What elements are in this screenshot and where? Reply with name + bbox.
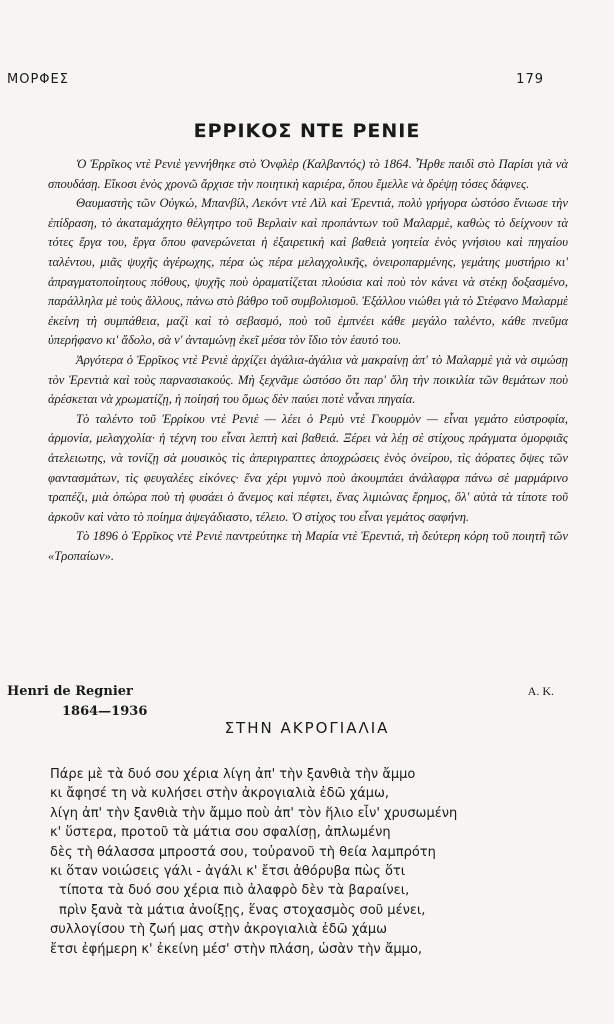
- poem-line: Πάρε μὲ τὰ δυό σου χέρια λίγη ἀπ' τὴν ξανθιὰ τὴν ἄμμο: [50, 767, 416, 782]
- journal-name: ΜΟΡΦΕΣ: [7, 72, 69, 87]
- poem-line: λίγη ἀπ' τὴν ξανθιὰ τὴν ἄμμο ποὺ ἀπ' τὸν ἥλιο εἶν' χρυσωμένη: [50, 805, 458, 821]
- article-paragraph: Ὁ Ἐρρῖκος ντὲ Ρενιὲ γεννήθηκε στὸ Ὀνφλὲρ (Καλβαντός) τὸ 1864. Ἦρθε παιδὶ στὸ Παρίσι γιὰ νὰ σπουδάσῃ. Εἴκοσι ἑνὸς χρονῶ ἄρχισε τὴν ποιητικὴ καριέρα, ὅπου ἔμελλε νὰ δρέψῃ τόσες δάφνες.: [48, 157, 568, 191]
- article-paragraph: Τὸ ταλέντο τοῦ Ἐρρίκου ντὲ Ρενιὲ — λέει ὁ Ρεμὺ ντὲ Γκουρμὸν — εἶναι γεμάτο εὐστροφία, ἁρμονία, μελαγχολία· ἡ τέχνη του εἶναι λεπτὴ καὶ βαθειά. Ξέρει νὰ λέῃ σὲ στίχους πράγματα ὁμορφιᾶς ἀτελειωτης, νὰ τονίζῃ σὰ μουσικὸς τὶς ἀπεριγραπτες ἀποχρώσεις ἑνὸς ὀνείρου, τὶς ἀόρατες ὄψες τῶν φαντασμάτων, τὶς φευγαλέες εἰκόνες· ἕνα χέρι γυμνὸ ποὺ ἀκουμπάει ἀνάλαφρα πάνω σὲ μαρμάρινο τραπέζι, μιὰ ὀπώρα ποὺ τὴ φυσάει ὁ ἄνεμος καὶ πέφτει, ἕνας λιμιώνας ἔρημος, ὅλ' αὐτὰ τὰ τίποτε τοῦ ἀρκοῦν καὶ νὰτο τὸ ποίημα ἀψεγάδιαστο, τέλειο. Ὁ στίχος του εἶναι γεμάτος σαφήνη.: [48, 411, 568, 524]
- article-paragraph: Θαυμαστὴς τῶν Οὐγκώ, Μπανβίλ, Λεκόντ ντὲ Λὶλ καὶ Ἐρεντιά, πολὺ γρήγορα ὡστόσο ἔνιωσε τὴν ἐπίδραση, τὸ ἀκαταμάχητο θέλγητρο τοῦ Βερλαὶν καὶ προπάντων τοῦ Μαλαρμὲ, καθὼς τὸ δείχνουν τὰ τότες ἔργα του, ἔργα ὅπου φανερώνεται ἡ ἐξαιρετικὴ καὶ βαθειὰ γοητεία ἑνὸς γνήσιου καὶ πηγαίου ταλέντου, μιᾶς ψυχῆς ἀγέρωχης, πέρα ὡς πέρα μελαγχολικῆς, ὀνειροπαρμένης, γεμάτης μυστήριο κι' ἀπραγματοποίητους πόθους, ψυχῆς ποὺ ὁραματίζεται πλούσια καὶ ποὺ τὸν κάνει νὰ στέκῃ δοξασμένο, παράλληλα μὲ τοὺς ἄλλους, πάνω στὸ βάθρο τοῦ συμβολισμοῦ. Ἐξάλλου νιώθει γιὰ τὸ Στέφανο Μαλαρμὲ ἐκείνη τὴ συμπάθεια, μαζὶ καὶ τὸ σεβασμό, ποὺ τοῦ ἐμπνέει κάθε μεγάλο ταλέντο, κάθε πνεῦμα ὑπερήφανο κι' ἄδολο, σὰ ν' ἀνταμώνῃ ἐκεῖ μέσα τὸν ἴδιο τὸν ἑαυτό του.: [48, 196, 568, 348]
- article-body: [48, 155, 568, 566]
- author-initials: Α. Κ.: [527, 684, 554, 698]
- running-head: [7, 72, 544, 87]
- poet-name: Henri de Regnier: [7, 684, 133, 699]
- poem-line: τίποτα τὰ δυό σου χέρια πιὸ ἀλαφρὸ δὲν τὰ βαραίνει,: [59, 883, 410, 899]
- poem-line: κι ὅταν νοιώσεις γάλι - ἀγάλι κ' ἔτσι ἀθόρυβα πὼς ὅτι: [50, 864, 406, 880]
- article-paragraph: Ἀργότερα ὁ Ἐρρῖκος ντὲ Ρενιὲ ἀρχίζει ἀγάλια-ἀγάλια νὰ μακραίνῃ ἀπ' τὸ Μαλαρμὲ γιὰ νὰ σιμώσῃ τὸν Ἐρεντιὰ καὶ τοὺς παρνασιακούς. Μὴ ξεχνᾶμε ὡστόσο ὅτι παρ' ὅλη τὴν ποικιλία τῶν θεμάτων ποὺ ἀρέσκεται νὰ χρωματίζῃ, ἡ ποίησή του ὅμως δὲν παύει ποτὲ νἆναι πηγαία.: [48, 352, 568, 407]
- article-paragraph: Τὸ 1896 ὁ Ἐρρῖκος ντὲ Ρενιὲ παντρεύτηκε τὴ Μαρία ντὲ Ἐρεντιά, τὴ δεύτερη κόρη τοῦ ποιητῆ τῶν «Τροπαίων».: [48, 529, 568, 563]
- poem-line: δὲς τὴ θάλασσα μπροστά σου, τοὐρανοῦ τὴ θεία λαμπρότη: [50, 844, 436, 860]
- poet-block: [7, 682, 147, 722]
- poem-line: κι ἄφησέ τη νὰ κυλήσει στὴν ἀκρογιαλιὰ ἐδῶ χάμω,: [50, 786, 390, 802]
- poem-line: συλλογίσου τὴ ζωή μας στὴν ἀκρογιαλιὰ ἐδῶ χάμω: [50, 922, 387, 938]
- poem-line: κ' ὕστερα, προτοῦ τὰ μάτια σου σφαλίσῃ, ἀπλωμένη: [50, 825, 391, 841]
- poem-title: ΣΤΗΝ ΑΚΡΟΓΙΑΛΙΑ: [224, 719, 390, 737]
- page-number: 179: [516, 72, 544, 87]
- article-title: ΕΡΡΙΚΟΣ ΝΤΕ ΡΕΝΙΕ: [193, 120, 421, 142]
- poet-dates: 1864—1936: [62, 704, 148, 719]
- poem-line: ἔτσι ἐφήμερη κ' ἐκείνη μέσ' στὴν πλάση, ὡσὰν τὴν ἄμμο,: [50, 941, 423, 957]
- poem-body: [0, 765, 614, 959]
- poem-line: πρὶν ξανὰ τὰ μάτια ἀνοίξῃς, ἕνας στοχασμὸς σοῦ μένει,: [59, 902, 426, 918]
